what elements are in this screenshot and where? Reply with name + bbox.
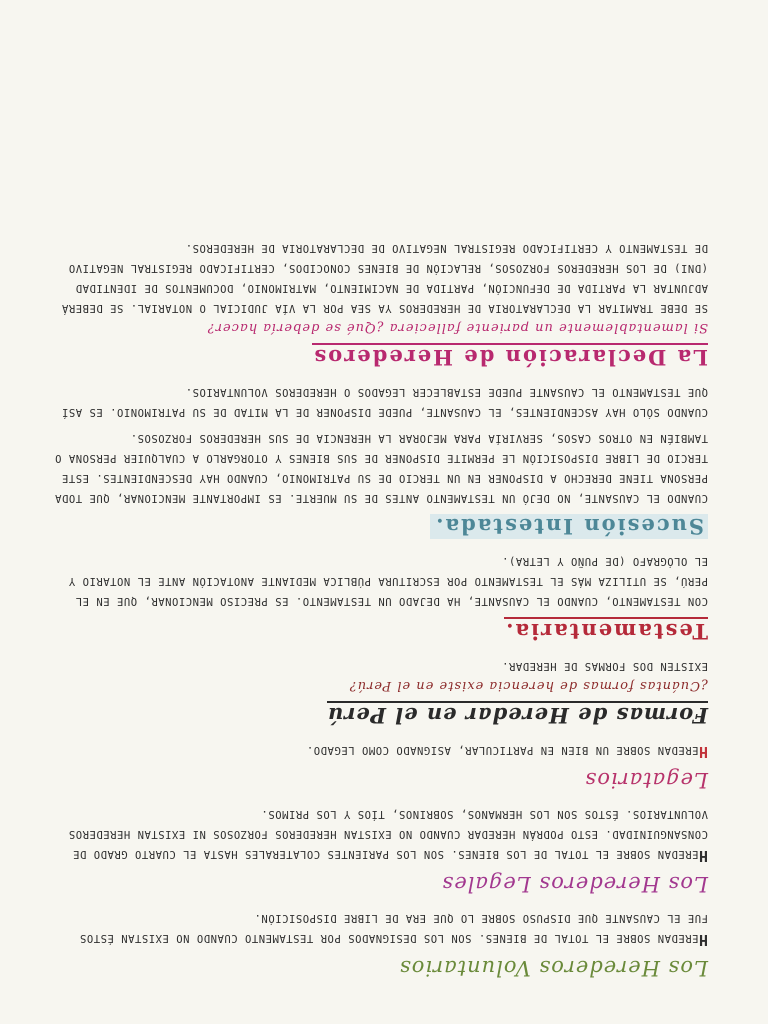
paragraph-testamentaria: CON TESTAMENTO, CUANDO EL CAUSANTE, HA DEJADO UN TESTAMENTO. ES PRECISO MENCIONAR, QUE EN EL PERÚ, SE UTILIZA MÁS EL TESTAMENTO POR ESCRITURA PÚBLICA MEDIANTE ANOTACIÓN ANTE EL NOTARIO Y EL OLÓGRAFO (DE PUÑO Y LETRA).: [68, 555, 708, 607]
heading-declaracion-de-herederos: La Declaración de Herederos: [312, 345, 708, 370]
section-legatarios: [52, 740, 708, 796]
question-formas-de-herencia: ¿Cuántas formas de herencia existe en el Perú?: [348, 678, 708, 693]
section-testamentaria: [52, 551, 708, 648]
paragraph-intestada-1: CUANDO EL CAUSANTE, NO DEJÓ UN TESTAMENTO ANTES DE SU MUERTE. ES IMPORTANTE MENCIONAR, QUE TODA PERSONA TIENE DERECHO A DISPONER EN UN TERCIO DE SU PATRIMONIO, CUANDO HAY DESCENDIENTES. ESTE TERCIO DE LIBRE DISPOSICIÓN LE PERMITE DISPONER DE SUS BIENES Y OTORGARLO A CUALQUIER PERSONA O TAMBIÉN EN OTROS CASOS, SERVIRÍA PARA MEJORAR LA HERENCIA DE SUS HEREDEROS FORZOSOS.: [54, 432, 708, 504]
section-sucesion-intestada: [52, 382, 708, 543]
heading-legatarios: Legatarios: [584, 768, 708, 792]
heading-testamentaria: Testamentaria.: [504, 619, 708, 644]
section-formas-de-heredar: [52, 656, 708, 732]
heading-sucesion-intestada: Sucesión Intestada.: [430, 514, 708, 539]
drop-capital: H: [698, 847, 708, 865]
paragraph-text: EREDAN SOBRE EL TOTAL DE LOS BIENES. SON LOS PARIENTES COLATERALES HASTA EL CUARTO GRADO DE CONSANGUINIDAD. ESTO PODRÁN HEREDAR CUANDO NO EXISTAN HEREDEROS FORZOSOS NI EXISTAN HEREDEROS VOLUNTARIOS. ÉSTOS SON LOS HERMANOS, SOBRINOS, TÍOS Y LOS PRIMOS.: [68, 808, 708, 860]
section-herederos-legales: [52, 804, 708, 900]
question-text: i lamentablemente un pariente falleciera ¿Qué se debería hacer?: [206, 320, 699, 335]
paragraph-legatarios: [52, 740, 708, 762]
heading-herederos-legales: Los Herederos Legales: [441, 872, 708, 896]
drop-capital: S: [698, 320, 708, 335]
drop-capital: H: [698, 931, 708, 949]
paragraph-intestada-2: CUANDO SÓLO HAY ASCENDIENTES, EL CAUSANTE, PUEDE DISPONER DE LA MITAD DE SU PATRIMONIO. ES ASÍ QUE TESTAMENTO EL CAUSANTE PUEDE ESTABLECER LEGADOS O HEREDEROS VOLUNTARIOS.: [61, 386, 708, 418]
heading-herederos-voluntarios: Los Herederos Voluntarios: [398, 956, 708, 980]
paragraph-herederos-legales: [52, 804, 708, 866]
paragraph-text: EREDAN SOBRE UN BIEN EN PARTICULAR, ASIGNADO COMO LEGADO.: [306, 744, 699, 756]
heading-formas-de-heredar: Formas de Heredar en el Perú: [327, 703, 708, 728]
section-declaracion-de-herederos: [52, 238, 708, 374]
paragraph-declaracion: SE DEBE TRAMITAR LA DECLARATORIA DE HEREDEROS YA SEA POR LA VÍA JUDICIAL O NOTARIAL. SE DEBERÁ ADJUNTAR LA PARTIDA DE DEFUNCIÓN, PARTIDA DE NACIMIENTO, MATRIMONIO, DOCUMENTOS DE IDENTIDAD (DNI) DE LOS HEREDEROS FORZOSOS, RELACIÓN DE BIENES CONOCIDOS, CERTIFICADO REGISTRAL NEGATIVO DE TESTAMENTO Y CERTIFICADO REGISTRAL NEGATIVO DE DECLARATORIA DE HEREDEROS.: [61, 242, 708, 314]
drop-capital: H: [698, 743, 708, 761]
paragraph-formas-answer: EXISTEN DOS FORMAS DE HEREDAR.: [501, 660, 708, 672]
paragraph-text: EREDAN SOBRE EL TOTAL DE BIENES. SON LOS DESIGNADOS POR TESTAMENTO CUANDO NO EXISTAN ÉSTOS FUE EL CAUSANTE QUE DISPUSO SOBRE LO QUE ERA DE LIBRE DISPOSICIÓN.: [79, 912, 708, 944]
question-pariente-fallece: [52, 320, 708, 335]
paragraph-herederos-voluntarios: [52, 908, 708, 950]
section-herederos-voluntarios: [52, 908, 708, 984]
